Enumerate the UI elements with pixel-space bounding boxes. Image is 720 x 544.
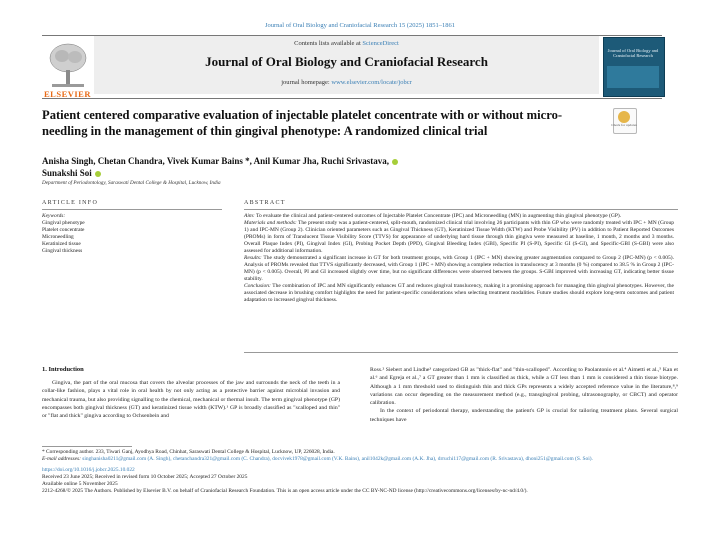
- methods-text: The present study was a patient-centered, split-mouth, randomized clinical trial involving 26 participants with thin GP who were randomly treated with IPC + MN (Group 1) and IPC-MN (Group 2). Clinician oriented parameters such as Gingival Thickness (GT), Keratinized Tissue Width (KTW) and Probe Visibility (PV) in addition to Patient Reported Outcomes (PROMs) in form of Translucent Tissue Visibility Score (TTVS) for appearance of underlying hard tissue through thin gingiva were measured at baseline, 1 month, 2 months and 3 months. Overall Plaque Index (PI), Gingival Index (GI), Probing Pocket Depth (PPD), Gingival Bleeding Index (GBI), Specific PI (S-PI), Specific GI (S-GI), and Specific-GBI (S-GBI) were also assessed for additional information.: [244, 220, 675, 254]
- intro-right-column: [370, 366, 678, 424]
- email-label: E-mail addresses:: [42, 456, 81, 462]
- authors-line-1: Anisha Singh, Chetan Chandra, Vivek Kumar Bains *, Anil Kumar Jha, Ruchi Srivastava,: [42, 156, 389, 166]
- conclusion-text: The combination of IPC and MN significantly enhances GT and reduces gingival translucency, making it a promising approach for managing thin gingival phenotypes. However, the associated decrease in brushing comfort highlights the need for patient-specific considerations when selecting treatment modalities. Future studies should explore long-term outcomes and patient adaptation to increased gingival thickness.: [244, 283, 674, 303]
- intro-paragraph: Gingiva, the part of the oral mucosa that covers the alveolar processes of the jaw and surrounds the neck of the teeth in a collar-like fashion, plays a vital role in oral health by not only acting as a protective barrier against microbial invasion and mechanical trauma, but also providing signalling to the chemical, mechanical or thermal insult. The term gingival phenotype (GP) encompasses both gingival thickness (GT) and keratinized tissue width (KTW).¹ GP is broadly classified as "scalloped and thin" or "flat and thick" gingiva according to Ochsenbein and: [42, 380, 340, 420]
- license-text: 2212-4268/© 2025 The Authors. Published by Elsevier B.V. on behalf of Craniofacial Research Foundation. This is an open access article under the CC BY-NC-ND license (http://creativecommons.org/licenses/by-nc-nd/4.0/).: [42, 488, 528, 494]
- authors-line-2: Sunakshi Soi: [42, 168, 92, 178]
- contents-prefix: Contents lists available at: [294, 40, 361, 47]
- orcid-icon[interactable]: [392, 159, 398, 165]
- article-title: Patient centered comparative evaluation of injectable platelet concentrate with or without micro-needling in the management of thin gingival phenotype: A randomized clinical trial: [42, 108, 563, 138]
- journal-homepage: [94, 79, 599, 86]
- results-label: Results:: [244, 255, 262, 261]
- abstract-methods: [244, 220, 674, 255]
- corresponding-author: * Corresponding author. 233, Tiwari Ganj, Ayodhya Road, Chinhat, Saraswati Dental College & Hospital, Lucknow, UP, 226028, India.: [42, 449, 335, 455]
- intro-paragraph: In the context of periodontal therapy, understanding the patient's GP is crucial for tailoring treatment plans. Several surgical techniques have: [370, 408, 678, 423]
- orcid-icon[interactable]: [95, 171, 101, 177]
- abstract-label: ABSTRACT: [244, 200, 286, 206]
- aim-text: To evaluate the clinical and patient-centered outcomes of Injectable Platelet Concentrate (IPC) and Microneedling (MN) in augmenting thin gingival phenotype (GP).: [255, 213, 622, 219]
- homepage-link[interactable]: www.elsevier.com/locate/jobcr: [331, 79, 412, 86]
- journal-cover-art: [607, 66, 659, 88]
- abstract-rule: [244, 209, 678, 210]
- running-head: Journal of Oral Biology and Craniofacial Research 15 (2025) 1851–1861: [264, 22, 456, 29]
- keyword-item: Gingival phenotype: [42, 220, 85, 226]
- methods-label: Materials and methods:: [244, 220, 297, 226]
- abstract-aim: [244, 213, 674, 220]
- footnotes: [42, 449, 678, 495]
- section-heading: 1. Introduction: [42, 366, 84, 373]
- affiliation: Department of Periodontology, Saraswati Dental College & Hospital, Lucknow, India: [42, 180, 221, 186]
- elsevier-tree-logo: [44, 38, 92, 90]
- journal-title: Journal of Oral Biology and Craniofacial Research: [205, 54, 488, 69]
- author-list: [42, 155, 602, 179]
- abstract-conclusion: [244, 283, 674, 304]
- contents-available: [94, 40, 599, 47]
- online-date: Available online 5 November 2025: [42, 481, 118, 487]
- check-for-updates-icon: [618, 111, 630, 123]
- results-text: The study demonstrated a significant increase in GT for both treatment groups, with Group 1 (IPC + MN) showing greater augmentation compared to Group 2 (IPC-MN) (p < 0.005). Analysis of PROMs revealed that TTVS significantly decreased, with Group 1 (IPC + MN) showing a complete reduction in translucency at 3 months (0 %) compared to 38.5 % in Group 2 (IPC-MN) (p < 0.005). Overall, PI and GI increased slightly over time, but no significant differences were observed between the groups. S-GBI improved with increasing GT, indicating better tissue stability.: [244, 255, 675, 282]
- aim-label: Aim:: [244, 213, 255, 219]
- keyword-item: Platelet concentrate: [42, 227, 85, 233]
- article-info-rule: [42, 209, 222, 210]
- email-addresses: [42, 456, 678, 463]
- intro-left-column: [42, 379, 340, 420]
- homepage-prefix: journal homepage:: [281, 79, 330, 86]
- keyword-item: Keratinized tissue: [42, 241, 81, 247]
- email-links[interactable]: singhanisha0211@gmail.com (A. Singh), chetanchandra321@gmail.com (C. Chandra), docvivek1978@gmail.com (V.K. Bains), anil1042k@gmail.com (A.K. Jha), drruchi117@gmail.com (R. Srivastava), dhoni251@gmail.com (S. Soi).: [82, 456, 593, 462]
- conclusion-label: Conclusion:: [244, 283, 271, 289]
- doi-link[interactable]: https://doi.org/10.1016/j.jobcr.2025.10.022: [42, 467, 135, 473]
- article-info-label: ARTICLE INFO: [42, 200, 99, 206]
- check-for-updates-label: Check for updates: [611, 123, 637, 127]
- keyword-item: Microneedling: [42, 234, 74, 240]
- keywords-title: Keywords:: [42, 213, 66, 219]
- intro-paragraph: Ross.² Siebert and Lindhe³ categorized GB as "thick-flat" and "thin-scalloped". According to Paolantonio et al.⁴ Aimetti et al.,⁵ Kan et al.⁶ and Egreja et al.,⁷ a GT greater than 1 mm is classified as thick, while a GT less than 1 mm is considered a thin tissue biotype. Although a 1 mm threshold used to distinguish thin and thick GPs represents a widely accepted reference value in the literature,⁸,⁹ variations can occur depending on the measurement method (e.g., transgingival probing, ultrasonography, or CBCT) and operator calibration.: [370, 367, 678, 407]
- abstract-results: [244, 255, 674, 283]
- elsevier-wordmark: ELSEVIER: [44, 89, 91, 99]
- journal-cover-title: Journal of Oral Biology and Craniofacial Research: [607, 48, 659, 58]
- abstract-body: [244, 213, 674, 304]
- keyword-item: Gingival thickness: [42, 248, 83, 254]
- footnote-rule: [42, 446, 132, 447]
- sciencedirect-link[interactable]: ScienceDirect: [362, 40, 399, 47]
- received-dates: Received 23 June 2025; Received in revised form 10 October 2025; Accepted 27 October 2025: [42, 474, 248, 480]
- abstract-bottom-rule: [244, 352, 678, 353]
